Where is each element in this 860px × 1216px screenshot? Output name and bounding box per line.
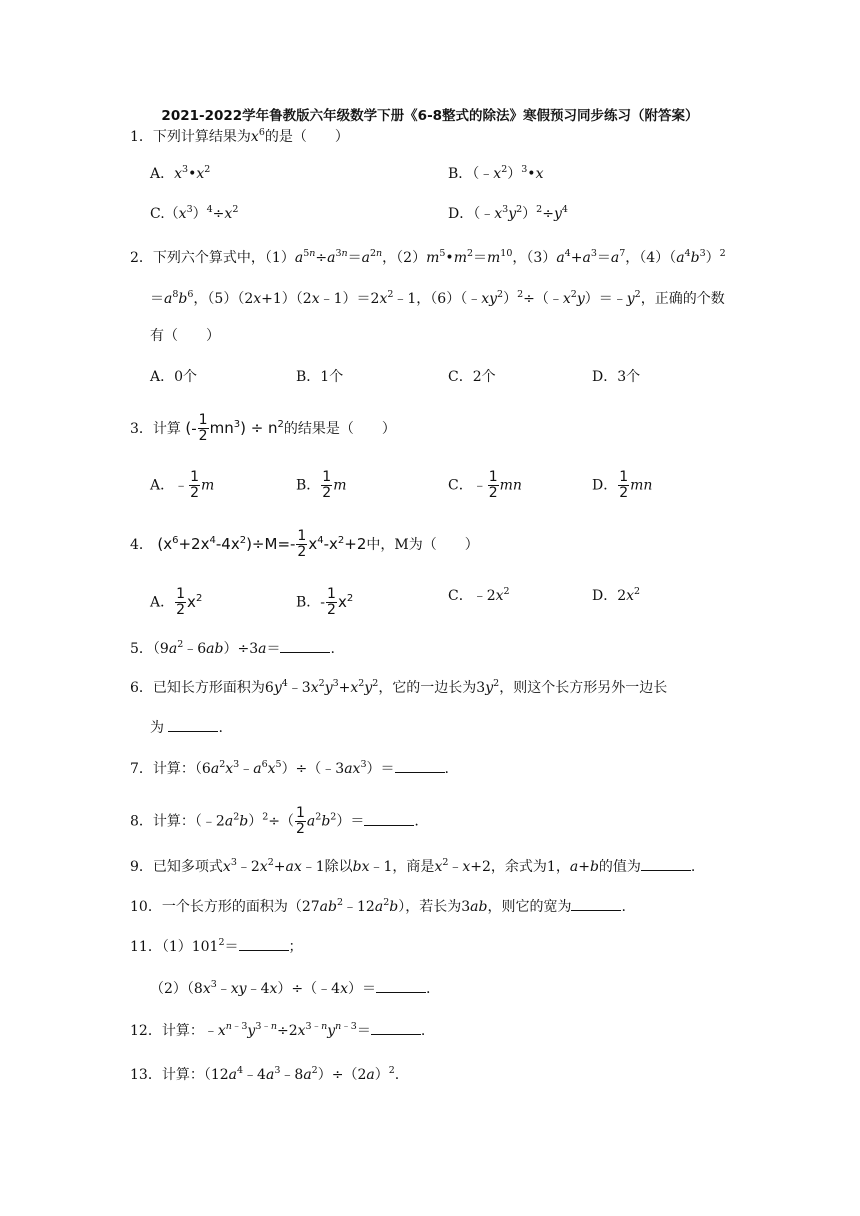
- q4-option-a: A． $\frac{1}{2}$ $x^2$: [150, 586, 203, 618]
- question-2-line-2: $=a^8b^6$，$(5)(2x+1)(2x﹣1)=2x^2﹣1$，$(6)(﹣xy^2)^2\div(﹣x^2y)=﹣y^2$，正确的个数: [150, 289, 725, 307]
- question-3: 3．计算 (- $\frac{1}{2}$ $mn^3) \div n^2$的结果是（ ）: [130, 412, 396, 444]
- question-11-part-1: 11．$(1)101^2=$ ；: [130, 937, 303, 955]
- q3-option-b: B． $\frac{1}{2}$ m: [296, 469, 347, 501]
- q4-option-c: C．$﹣2x^2$: [448, 586, 510, 604]
- question-number: 13．: [130, 1067, 162, 1083]
- q2-option-d: D．3个: [592, 369, 641, 385]
- question-number: 9．: [130, 859, 153, 875]
- question-6-line-1: 6．已知长方形面积为$6y^4﹣3x^2y^3+x^2y^2$，它的一边长为$3y^2$，则这个长方形另外一边长: [130, 678, 668, 696]
- answer-blank[interactable]: [395, 760, 445, 773]
- q3-option-c: C．﹣ $\frac{1}{2}$ mn: [448, 469, 522, 501]
- q2-option-a: A．0个: [150, 369, 198, 385]
- question-number: 6．: [130, 680, 153, 696]
- q2-option-c: C．2个: [448, 369, 496, 385]
- question-number: 8．: [130, 813, 153, 830]
- q2-option-b: B．1个: [296, 369, 344, 385]
- question-number: 10．: [130, 899, 162, 915]
- answer-blank[interactable]: [280, 640, 330, 653]
- question-5: 5．$(9a^2﹣6ab)\div 3a=$ .: [130, 639, 335, 657]
- question-12: 12．计算：$﹣x^{n﹣3}y^{3﹣n}\div 2x^{3﹣n}y^{n﹣3}=$ .: [130, 1021, 426, 1039]
- question-8: 8．计算：$(﹣2a^2b)^2\div$（ $\frac{1}{2}$ $a^2b^2)=$ .: [130, 805, 419, 837]
- question-6-line-2: 为 .: [150, 720, 223, 736]
- q3-option-d: D． $\frac{1}{2}$ mn: [592, 469, 653, 501]
- question-number: 11．: [130, 939, 162, 955]
- q1-option-d: D．$(﹣x^3y^2)^2\div y^4$: [448, 204, 568, 222]
- question-number: 5．: [130, 641, 153, 657]
- question-10: 10．一个长方形的面积为$(27ab^2﹣12a^2b)$，若长为3ab，则它的宽为 .: [130, 897, 626, 915]
- question-11-part-2: $(2)(8x^3﹣xy﹣4x)\div(﹣4x)=$ .: [150, 979, 431, 997]
- q3-option-a: A．﹣ $\frac{1}{2}$ m: [150, 469, 215, 501]
- question-number: 4．: [130, 537, 153, 553]
- answer-blank[interactable]: [168, 719, 218, 732]
- q3-expression: (- $\frac{1}{2}$ $mn^3) \div n^2$: [185, 412, 284, 444]
- answer-blank[interactable]: [364, 813, 414, 826]
- question-number: 1．: [130, 129, 153, 145]
- answer-blank[interactable]: [571, 898, 621, 911]
- answer-blank[interactable]: [371, 1022, 421, 1035]
- question-number: 2．: [130, 250, 153, 266]
- answer-blank[interactable]: [641, 858, 691, 871]
- q1-option-c: $C.(x^3)^4\div x^2$: [150, 204, 239, 222]
- question-4: 4． $(x^6+2x^4-4x^2)\div M=-$ $\frac{1}{2}$ $x^4-x^2+2$中，M为（ ）: [130, 528, 479, 560]
- q4-option-b: B．- $\frac{1}{2}$ $x^2$: [296, 586, 354, 618]
- answer-blank[interactable]: [239, 938, 289, 951]
- question-1: 1．下列计算结果为$x^6$的是（ ）: [130, 127, 349, 145]
- q1-option-b: B．$(﹣x^2)^3•x$: [448, 164, 544, 182]
- question-number: 7．: [130, 761, 153, 777]
- question-number: 12．: [130, 1023, 162, 1039]
- question-9: 9．已知多项式$x^3﹣2x^2+ax﹣1$除以bx﹣1，商是$x^2﹣x+2$，余式为1，a+b的值为 .: [130, 857, 696, 875]
- q4-option-d: D．$2x^2$: [592, 586, 641, 604]
- question-2-line-1: 2．下列六个算式中，$(1)a^{5n}\div a^{3n}=a^{2n}$，$(2)m^5•m^2=m^{10}$，$(3)a^4+a^3=a^7$，$(4)(a^4b^3)^2$: [130, 248, 726, 266]
- question-7: 7．计算：$(6a^2x^3﹣a^6x^5)\div(﹣3ax^3)=$ .: [130, 759, 449, 777]
- q1-option-a: A．$x^3•x^2$: [150, 164, 211, 182]
- question-2-line-3: 有（ ）: [150, 328, 220, 344]
- answer-blank[interactable]: [376, 980, 426, 993]
- document-title: 2021-2022学年鲁教版六年级数学下册《6-8整式的除法》寒假预习同步练习（附答案）: [161, 108, 699, 124]
- q4-expression: $(x^6+2x^4-4x^2)\div M=-$ $\frac{1}{2}$ $x^4-x^2+2$: [157, 528, 367, 560]
- question-number: 3．: [130, 421, 153, 437]
- question-13: 13．计算：$(12a^4﹣4a^3﹣8a^2)\div(2a)^2$.: [130, 1065, 400, 1083]
